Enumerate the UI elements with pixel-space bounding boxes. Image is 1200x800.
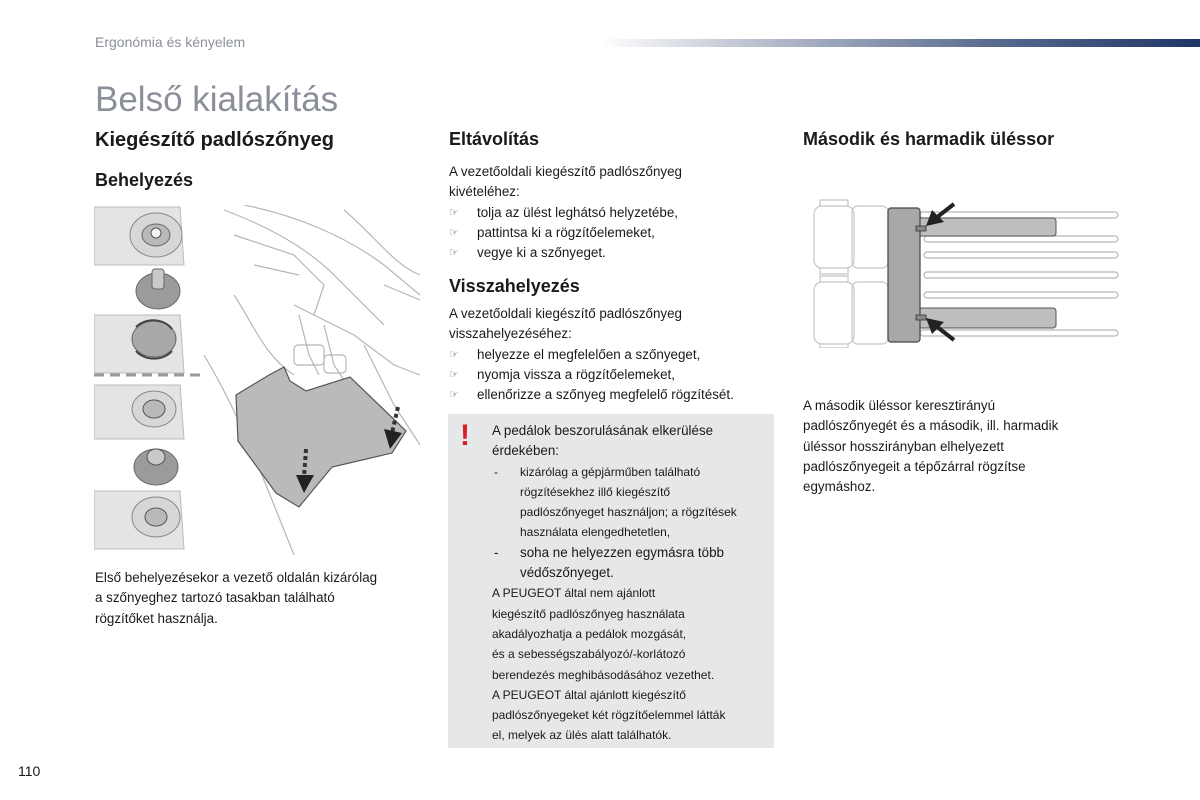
page-title: Belső kialakítás	[95, 80, 339, 119]
warning-item: - soha ne helyezzen egymásra több védőszőnyeget.	[494, 544, 724, 581]
hand-pointer-icon: ☞	[449, 389, 459, 402]
refit-text: A vezetőoldali kiegészítő padlószőnyeg visszahelyezéséhez: ☞ helyezze el megfelelően a szőnyeget, ☞ nyomja vissza a rögzítőelemeket, ☞ ellenőrizze a szőnyeg megfelelő rögzítését.	[449, 304, 779, 405]
floor-mat	[236, 367, 406, 507]
fastener-step-4	[94, 491, 184, 549]
fastener-part-1	[136, 269, 180, 309]
section-label: Ergonómia és kényelem	[95, 34, 246, 50]
removal-heading: Eltávolítás	[449, 129, 540, 149]
page-number: 110	[18, 763, 41, 779]
hand-pointer-icon: ☞	[449, 348, 459, 361]
refit-heading: Visszahelyezés	[449, 276, 580, 296]
header-bar	[600, 39, 1200, 47]
warning-text: A pedálok beszorulásának elkerülése érdekében: - kizárólag a gépjárműben található rögzítésekhez illő kiegészítő padlószőnyeget használjon; a rögzítések használata elengedhetetlen, - soha ne helyezzen egymásra több védőszőnyeget. A PEUGEOT által nem ajánlott kiegészítő padlószőnyeg használata akadályozhatja a pedálok mozgását, és a sebességszabályozó/-korlátozó berendezés meghibásodásához vezethet. A PEUGEOT által ajánlott kiegészítő padlószőnyegeket két rögzítőelemmel látták el, melyek az ülés alatt találhatók.	[492, 421, 770, 746]
refit-step: ☞ helyezze el megfelelően a szőnyeget,	[449, 345, 779, 365]
removal-step: ☞ pattintsa ki a rögzítőelemeket,	[449, 223, 769, 243]
install-heading: Behelyezés	[95, 170, 194, 190]
seat-outline	[814, 200, 888, 348]
removal-step: ☞ tolja az ülést leghátsó helyzetébe,	[449, 203, 769, 223]
install-caption: Első behelyezésekor a vezető oldalán kizárólag a szőnyeghez tartozó tasakban található rögzítőket használja.	[95, 570, 378, 626]
fastener-step-1	[94, 207, 184, 265]
warning-item: - kizárólag a gépjárműben található rögzítésekhez illő kiegészítő padlószőnyeget használjon; a rögzítések használata elengedhetetlen,	[494, 464, 737, 540]
warning-notes: A PEUGEOT által nem ajánlott kiegészítő padlószőnyeg használata akadályozhatja a pedálok mozgását, és a sebességszabályozó/-korlátozó berendezés meghibásodásához vezethet. A PEUGEOT által ajánlott kiegészítő padlószőnyegeket két rögzítőelemmel látták el, melyek az ülés alatt találhatók.	[492, 586, 726, 743]
hand-pointer-icon: ☞	[449, 368, 459, 381]
hand-pointer-icon: ☞	[449, 247, 459, 260]
fastener-step-3	[94, 385, 184, 439]
warning-icon: !	[460, 419, 470, 452]
removal-text: A vezetőoldali kiegészítő padlószőnyeg kivételéhez: ☞ tolja az ülést leghátsó helyzetébe, ☞ pattintsa ki a rögzítőelemeket, ☞ vegye ki a szőnyeget.	[449, 162, 769, 263]
hand-pointer-icon: ☞	[449, 226, 459, 239]
refit-step: ☞ nyomja vissza a rögzítőelemeket,	[449, 365, 779, 385]
rows-text: A második üléssor keresztirányú padlószőnyegét és a második, ill. harmadik üléssor hosszirányban elhelyezett padlószőnyegeit a tépőzárral rögzítse egymáshoz.	[803, 398, 1059, 495]
refit-step: ☞ ellenőrizze a szőnyeg megfelelő rögzítését.	[449, 385, 779, 405]
fastener-part-2	[134, 449, 178, 485]
second-row-mat	[888, 208, 920, 342]
fastener-step-2	[94, 315, 184, 373]
car-interior-sketch	[204, 205, 420, 555]
seat-rows-mat-diagram	[808, 198, 1120, 348]
mat-installation-illustration	[94, 205, 422, 557]
rows-heading: Második és harmadik üléssor	[803, 129, 1055, 149]
hand-pointer-icon: ☞	[449, 206, 459, 219]
mat-heading: Kiegészítő padlószőnyeg	[95, 129, 334, 151]
removal-step: ☞ vegye ki a szőnyeget.	[449, 243, 769, 263]
